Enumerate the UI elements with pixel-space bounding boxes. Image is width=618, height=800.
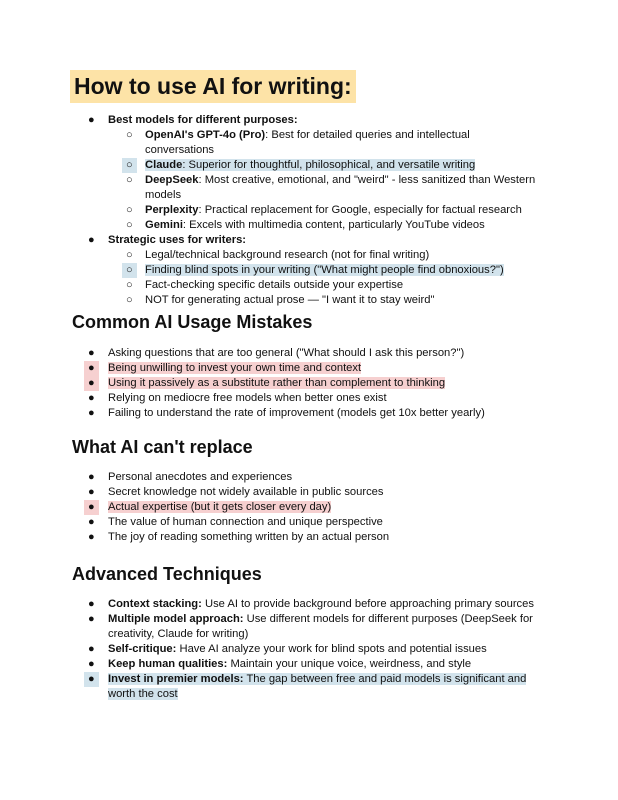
- model-description: : Practical replacement for Google, especially for factual research: [198, 204, 522, 216]
- cant-replace-text: The joy of reading something written by an actual person: [108, 531, 390, 543]
- list-item: [0, 233, 538, 248]
- section-heading-cant-replace: What AI can't replace: [72, 437, 253, 457]
- bullet-filled-icon: ●: [88, 234, 95, 246]
- bullet-hollow-icon: ○: [126, 129, 133, 141]
- list-item: [0, 612, 538, 642]
- list-item: [0, 263, 540, 278]
- model-description: : Excels with multimedia content, particularly YouTube videos: [182, 219, 485, 231]
- cant-replace-list: [0, 470, 538, 545]
- technique-description: Have AI analyze your work for blind spots and potential issues: [176, 643, 487, 655]
- section-heading-mistakes: Common AI Usage Mistakes: [72, 312, 313, 332]
- bullet-filled-icon: ●: [88, 658, 95, 670]
- bullet-filled-icon: ●: [88, 347, 95, 359]
- technique-description: The gap between free and paid models is significant and worth the cost: [108, 673, 527, 700]
- bullet-hollow-icon: ○: [126, 279, 133, 291]
- list-item: [0, 657, 538, 672]
- model-name: OpenAI's GPT-4o (Pro): [145, 129, 266, 141]
- list-item: [0, 470, 538, 485]
- bullet-hollow-icon: ○: [126, 204, 133, 216]
- list-item: [0, 248, 540, 263]
- bullet-filled-icon: ●: [88, 598, 95, 610]
- list-item: [0, 278, 540, 293]
- bullet-filled-icon: ●: [84, 500, 99, 515]
- mistake-text: Using it passively as a substitute rather than complement to thinking: [108, 377, 446, 389]
- technique-description: Maintain your unique voice, weirdness, and style: [227, 658, 472, 670]
- bullet-filled-icon: ●: [84, 672, 99, 687]
- bullet-filled-icon: ●: [88, 531, 95, 543]
- bullet-hollow-icon: ○: [126, 294, 133, 306]
- list-item: [0, 672, 538, 702]
- list-item: [0, 128, 540, 158]
- technique-name: Keep human qualities:: [108, 658, 228, 670]
- group-label: Strategic uses for writers:: [108, 234, 247, 246]
- model-description: : Best for detailed queries and intellectual conversations: [145, 129, 470, 156]
- list-item: [0, 346, 538, 361]
- list-item: [0, 173, 540, 203]
- bullet-filled-icon: ●: [88, 471, 95, 483]
- strategic-use-text: NOT for generating actual prose — "I want it to stay weird": [145, 294, 435, 306]
- list-item: [0, 218, 540, 233]
- bullet-filled-icon: ●: [88, 392, 95, 404]
- mistake-text: Asking questions that are too general ("What should I ask this person?"): [108, 347, 465, 359]
- list-item: [0, 530, 538, 545]
- cant-replace-text: Actual expertise (but it gets closer every day): [108, 501, 332, 513]
- bullet-hollow-icon: ○: [122, 158, 137, 173]
- bullet-hollow-icon: ○: [126, 174, 133, 186]
- technique-name: Self-critique:: [108, 643, 177, 655]
- list-item: [0, 391, 538, 406]
- list-item: [0, 376, 538, 391]
- technique-description: Use AI to provide background before approaching primary sources: [201, 598, 534, 610]
- list-item: [0, 515, 538, 530]
- cant-replace-text: The value of human connection and unique perspective: [108, 516, 383, 528]
- technique-name: Multiple model approach:: [108, 613, 244, 625]
- bullet-filled-icon: ●: [88, 643, 95, 655]
- bullet-filled-icon: ●: [84, 376, 99, 391]
- bullet-filled-icon: ●: [88, 407, 95, 419]
- bullet-hollow-icon: ○: [126, 219, 133, 231]
- technique-description: Use different models for different purposes (DeepSeek for creativity, Claude for writing): [108, 613, 533, 640]
- mistake-text: Being unwilling to invest your own time and context: [108, 362, 362, 374]
- section-heading-advanced: Advanced Techniques: [72, 564, 262, 584]
- list-item: [0, 485, 538, 500]
- bullet-filled-icon: ●: [88, 516, 95, 528]
- model-name: Gemini: [145, 219, 183, 231]
- technique-name: Context stacking:: [108, 598, 202, 610]
- bullet-filled-icon: ●: [84, 361, 99, 376]
- technique-name: Invest in premier models:: [108, 673, 244, 685]
- bullet-filled-icon: ●: [88, 613, 95, 625]
- list-item: [0, 500, 538, 515]
- list-item: [0, 406, 538, 421]
- list-item: [0, 113, 538, 128]
- list-item: [0, 642, 538, 657]
- advanced-list: [0, 597, 538, 702]
- group-label: Best models for different purposes:: [108, 114, 298, 126]
- model-name: DeepSeek: [145, 174, 199, 186]
- model-description: : Most creative, emotional, and "weird" - less sanitized than Western models: [145, 174, 536, 201]
- mistake-text: Relying on mediocre free models when better ones exist: [108, 392, 387, 404]
- bullet-filled-icon: ●: [88, 486, 95, 498]
- model-name: Perplexity: [145, 204, 199, 216]
- cant-replace-text: Secret knowledge not widely available in public sources: [108, 486, 384, 498]
- bullet-hollow-icon: ○: [126, 249, 133, 261]
- list-item: [0, 293, 540, 308]
- list-item: [0, 158, 540, 173]
- mistake-text: Failing to understand the rate of improvement (models get 10x better yearly): [108, 407, 485, 419]
- list-item: [0, 597, 538, 612]
- list-item: [0, 203, 540, 218]
- mistakes-list: [0, 346, 538, 421]
- list-item: [0, 361, 538, 376]
- cant-replace-text: Personal anecdotes and experiences: [108, 471, 293, 483]
- bullet-hollow-icon: ○: [122, 263, 137, 278]
- best-models-list: [0, 113, 540, 308]
- strategic-use-text: Legal/technical background research (not for final writing): [145, 249, 430, 261]
- strategic-use-text: Fact-checking specific details outside your expertise: [145, 279, 404, 291]
- page-title: How to use AI for writing:: [70, 70, 356, 103]
- model-name: Claude: [145, 159, 183, 171]
- strategic-use-text: Finding blind spots in your writing ("What might people find obnoxious?"): [145, 264, 504, 276]
- model-description: : Superior for thoughtful, philosophical, and versatile writing: [182, 159, 476, 171]
- bullet-filled-icon: ●: [88, 114, 95, 126]
